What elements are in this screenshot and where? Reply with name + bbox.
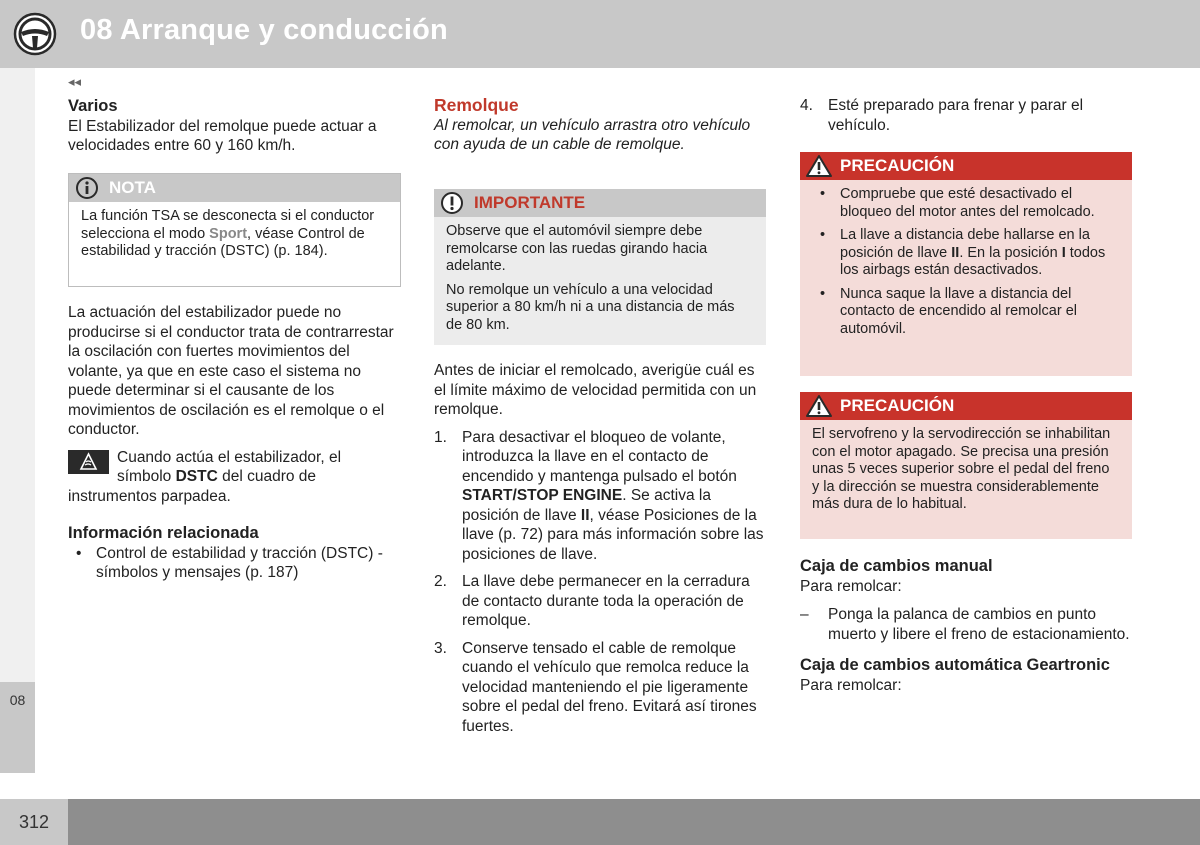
step-4-number: 4. [800,97,813,114]
manual-dash: – [800,606,809,623]
important-p2: No remolque un vehículo a una velocidad superior a 80 km/h ni a una distancia de más de 80 km. [446,281,735,333]
towing-steps [434,428,766,737]
towing-paragraph: Antes de iniciar el remolcado, averigüe cuál es el límite máximo de velocidad permitida con un remolque. [434,362,757,418]
related-link[interactable]: • Control de estabilidad y tracción (DSTC) - símbolos y mensajes (p. 187) [68,544,396,583]
auto-heading: Caja de cambios automática Geartronic [800,656,1110,674]
manual-list [800,605,1132,644]
exclamation-icon [440,192,464,214]
manual-item [800,605,1132,644]
page-title: 08 Arranque y conducción [80,14,448,46]
steering-wheel-icon [13,12,57,56]
important-label: IMPORTANTE [474,193,586,212]
step-1-text-c: . Se activa la posición de llave [462,487,711,524]
warning-1-item-2 [812,227,1120,280]
page-number: 312 [0,799,68,845]
warning-1-list [812,186,1120,338]
step-1-text-a: Para desactivar el bloqueo de volante, introduzca la llave en el contacto de encendido y mantenga pulsado el botón [462,428,737,485]
warning-2-header [800,392,1132,420]
chapter-tab[interactable]: 08 [9,692,26,708]
note-body [69,202,400,269]
remolque-intro: Al remolcar, un vehículo arrastra otro vehículo con ayuda de un cable de remolque. [434,116,751,153]
warning-1-item-2-c: . En la posición [959,244,1062,261]
manual-item-text: Ponga la palanca de cambios en punto muerto y libere el freno de estacionamiento. [828,606,1130,643]
warning-1-label: PRECAUCIÓN [840,156,955,175]
warning-2-label: PRECAUCIÓN [840,396,955,415]
towing-steps-cont [800,96,1132,135]
warning-1-header [800,152,1132,180]
auto-sub: Para remolcar: [800,676,902,694]
column-2-body [434,361,766,744]
warning-triangle-icon [805,154,833,178]
footer-bar [68,799,1200,845]
warning-box-2 [800,392,1132,539]
dstc-text-a: Cuando actúa el estabilizador, el símbolo [117,448,342,485]
double-chevron-left-icon[interactable]: ◂◂ [68,74,82,89]
manual-heading: Caja de cambios manual [800,557,993,575]
section-heading-varios: Varios [68,97,118,115]
dstc-paragraph [68,448,396,507]
step-2 [434,572,766,631]
warning-1-item-2-a: La llave a distancia debe hallarse en la posición de llave [840,227,1090,261]
warning-1-body [800,180,1132,352]
warning-triangle-icon [805,394,833,418]
note-box [68,173,401,287]
dstc-text-b: del cuadro de instrumentos parpadea. [68,468,317,505]
important-body [434,217,766,348]
manual-sub: Para remolcar: [800,577,902,595]
note-text-a: La función TSA se desconecta si el conductor selecciona el modo [81,208,375,242]
column-1-body [68,303,396,589]
step-1-key-pos: II [580,506,590,524]
related-list [68,544,396,583]
step-1-button-name: START/STOP ENGINE [462,487,623,504]
step-1 [434,428,766,565]
important-p1: Observe que el automóvil siempre debe remolcarse con las ruedas girando hacia adelante. [446,223,708,274]
important-header [434,189,766,217]
step-4-text: Esté preparado para frenar y parar el vehículo. [828,97,1084,134]
step-3 [434,639,766,737]
warning-1-item-2-e: todos los airbags están desactivados. [840,244,1106,278]
note-label: NOTA [109,178,156,197]
header-icon-box [0,0,68,68]
section-heading-remolque: Remolque [434,95,519,115]
note-text-sport: Sport [209,225,248,242]
stabilizer-paragraph: La actuación del estabilizador puede no producirse si el conductor trata de contrarrestar la oscilación con fuertes movimientos del volante, ya que en este caso el sistema no puede determinar si el causante de los movimientos de oscilación es el remolque o el conductor. [68,304,394,438]
warning-1-item-2-b: II [951,244,960,261]
step-2-text: La llave debe permanecer en la cerradura de contacto durante toda la operación de remolque. [462,573,750,629]
dstc-text-bold: DSTC [175,468,218,485]
step-2-number: 2. [434,573,447,590]
column-1 [68,97,400,156]
varios-intro: El Estabilizador del remolque puede actuar a velocidades entre 60 y 160 km/h. [68,117,377,154]
note-text-b: , véase Control de estabilidad y tracción (DSTC) (p. 184). [81,225,365,259]
warning-1-item-3: • Nunca saque la llave a distancia del contacto de encendido al remolcar el automóvil. [812,286,1120,339]
warning-1-item-2-d: I [1061,244,1066,261]
warning-1-item-1: • Compruebe que esté desactivado el bloqueo del motor antes del remolcado. [812,186,1120,221]
column-3 [800,96,1132,143]
dstc-icon [68,450,109,474]
column-2 [434,96,766,155]
warning-2-body: El servofreno y la servodirección se inhabilitan con el motor apagado. Se precisa una presión unas 5 veces superior sobre el pedal del freno y la dirección se muestra considerablemente más dura de lo habitual. [812,426,1111,512]
step-3-text: Conserve tensado el cable de remolque cuando el vehículo que remolca reduce la velocidad manteniendo el pie ligeramente sobre el pedal del freno. Evitará así tirones fuertes. [462,639,757,735]
left-margin-strip [0,68,35,773]
note-header [69,174,400,202]
related-heading: Información relacionada [68,524,259,542]
step-1-number: 1. [434,428,447,446]
step-1-text-e: , véase Posiciones de la llave (p. 72) para más información sobre las posiciones de llave. [462,506,764,563]
column-3-body [800,557,1132,695]
info-icon [75,177,99,199]
step-4 [800,96,1132,135]
step-3-number: 3. [434,639,447,657]
warning-box-1 [800,152,1132,376]
important-box [434,189,766,345]
